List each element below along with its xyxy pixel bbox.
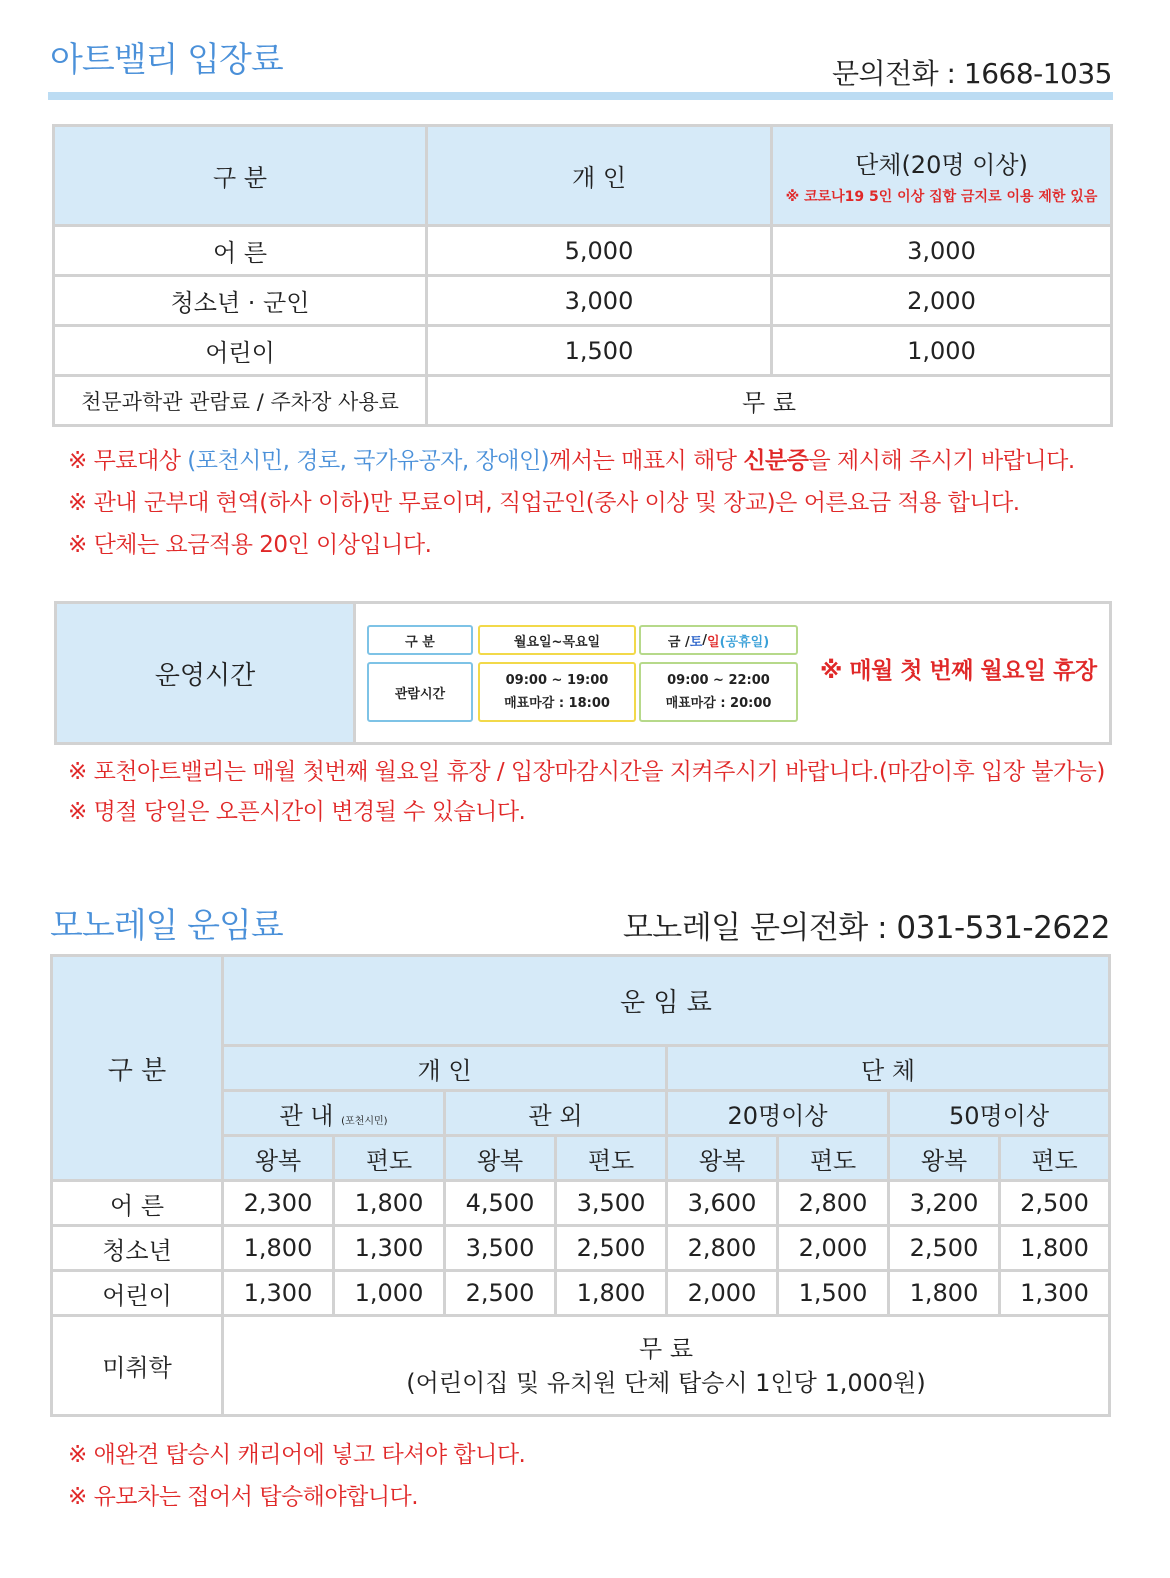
fare-cell: 1,800 [889,1271,1000,1316]
mono-header-oneway: 편도 [1000,1136,1110,1181]
weekend-hours: 09:00 ~ 22:00 [667,673,770,688]
note-closing: ※ 포천아트밸리는 매월 첫번째 월요일 휴장 / 입장마감시간을 지켜주시기 바랍니다.(마감이후 입장 불가능) [68,759,1105,785]
fare-cell: 2,500 [889,1226,1000,1271]
weekday-close: 매표마감 : 18:00 [504,696,610,711]
fare-cell: 1,300 [334,1226,445,1271]
fare-cell: 3,200 [889,1181,1000,1226]
fare-cell: 2,300 [223,1181,334,1226]
group-fee: 1,000 [772,326,1112,376]
monorail-table [50,954,1111,1417]
row-label: 청소년 [52,1226,223,1271]
fare-cell: 2,800 [778,1181,889,1226]
note-group: ※ 단체는 요금적용 20인 이상입니다. [68,532,432,558]
fare-cell: 1,800 [1000,1226,1110,1271]
fri-label: 금 / [667,634,690,650]
sep: / [702,632,708,648]
table-row [54,326,1112,376]
header-group [772,126,1112,226]
mono-header-inside [223,1091,445,1136]
preschool-sub: (어린이집 및 유치원 단체 탑승시 1인당 1,000원) [406,1368,926,1397]
fare-cell: 1,300 [1000,1271,1110,1316]
mono-header-outside: 관 외 [445,1091,667,1136]
admission-contact: 문의전화 : 1668-1035 [831,57,1112,90]
sun-label: 일 [707,634,720,650]
individual-fee: 5,000 [427,226,772,276]
monorail-title: 모노레일 운임료 [50,906,283,946]
mono-header-round: 왕복 [223,1136,334,1181]
fare-cell: 2,500 [556,1226,667,1271]
header-individual: 개 인 [427,126,772,226]
free-row-value: 무 료 [427,376,1112,426]
mono-header-oneway: 편도 [556,1136,667,1181]
note-text: ※ 무료대상 [68,448,188,474]
note-holiday: ※ 명절 당일은 오픈시간이 변경될 수 있습니다. [68,799,526,825]
admission-notes [68,440,1075,566]
preschool-value [223,1316,1110,1416]
table-row [52,1316,1110,1416]
mono-header-individual: 개 인 [223,1046,667,1091]
note-text: 을 제시해 주시기 바랍니다. [808,448,1075,474]
admission-table [52,124,1113,427]
inside-note: (포천시민) [341,1115,388,1127]
table-row [54,226,1112,276]
op-header-weekday: 월요일~목요일 [478,625,636,655]
row-label: 어 른 [52,1181,223,1226]
weekend-close: 매표마감 : 20:00 [665,696,772,711]
mono-header-fare: 운 임 료 [223,956,1110,1046]
fare-cell: 1,300 [223,1271,334,1316]
operating-hours-box [54,601,1112,745]
weekday-hours: 09:00 ~ 19:00 [505,673,609,688]
fare-cell: 1,800 [334,1181,445,1226]
note-id-card: 신분증 [743,448,809,474]
op-weekday-cell [478,662,636,722]
row-label: 어린이 [52,1271,223,1316]
table-row [52,1271,1110,1316]
op-weekend-cell [639,662,798,722]
closed-day-note: ※ 매월 첫 번째 월요일 휴장 [820,658,1097,684]
note-pet: ※ 애완견 탑승시 캐리어에 넣고 타셔야 합니다. [68,1442,526,1468]
operating-label: 운영시간 [57,604,356,742]
note-free-list: (포천시민, 경로, 국가유공자, 장애인) [187,448,550,474]
holiday-label: (공휴일) [719,634,770,650]
fare-cell: 2,500 [445,1271,556,1316]
op-header-category: 구 분 [367,625,473,655]
preschool-label: 미취학 [52,1316,223,1416]
table-row [52,1181,1110,1226]
mono-header-round: 왕복 [889,1136,1000,1181]
preschool-free: 무 료 [639,1334,693,1363]
monorail-notes [68,1434,525,1518]
op-row-label: 관람시간 [367,662,473,722]
sat-label: 토 [689,634,703,650]
row-label: 어 른 [54,226,427,276]
individual-fee: 3,000 [427,276,772,326]
fare-cell: 4,500 [445,1181,556,1226]
note-text: 께서는 매표시 해당 [549,448,744,474]
group-fee: 3,000 [772,226,1112,276]
individual-fee: 1,500 [427,326,772,376]
fare-cell: 1,000 [334,1271,445,1316]
operating-notes [68,752,1105,832]
header-group-note: ※ 코로나19 5인 이상 집합 금지로 이용 제한 있음 [785,189,1098,205]
fare-cell: 1,800 [556,1271,667,1316]
fare-cell: 3,500 [556,1181,667,1226]
fare-cell: 1,500 [778,1271,889,1316]
monorail-contact: 모노레일 문의전화 : 031-531-2622 [622,910,1110,946]
mono-header-g20: 20명이상 [667,1091,889,1136]
fare-cell: 3,500 [445,1226,556,1271]
mono-header-oneway: 편도 [334,1136,445,1181]
header-group-label: 단체(20명 이상) [855,151,1028,179]
group-fee: 2,000 [772,276,1112,326]
mono-header-category: 구 분 [52,956,223,1181]
table-row [54,276,1112,326]
inside-label: 관 내 [279,1101,334,1130]
fare-cell: 3,600 [667,1181,778,1226]
admission-divider [48,92,1113,100]
fare-cell: 2,800 [667,1226,778,1271]
admission-title: 아트밸리 입장료 [50,40,283,80]
note-free-targets [68,440,1075,482]
op-header-weekend [639,625,798,655]
row-label: 청소년 · 군인 [54,276,427,326]
table-row [54,376,1112,426]
note-military: ※ 관내 군부대 현역(하사 이하)만 무료이며, 직업군인(중사 이상 및 장교)은 어른요금 적용 합니다. [68,490,1020,516]
fare-cell: 2,000 [778,1226,889,1271]
mono-header-g50: 50명이상 [889,1091,1110,1136]
mono-header-group: 단 체 [667,1046,1110,1091]
row-label: 어린이 [54,326,427,376]
mono-header-round: 왕복 [667,1136,778,1181]
fare-cell: 2,000 [667,1271,778,1316]
mono-header-round: 왕복 [445,1136,556,1181]
note-stroller: ※ 유모차는 접어서 탑승해야합니다. [68,1484,419,1510]
header-category: 구 분 [54,126,427,226]
free-row-label: 천문과학관 관람료 / 주차장 사용료 [54,376,427,426]
mono-header-oneway: 편도 [778,1136,889,1181]
table-row [52,1226,1110,1271]
fare-cell: 2,500 [1000,1181,1110,1226]
fare-cell: 1,800 [223,1226,334,1271]
